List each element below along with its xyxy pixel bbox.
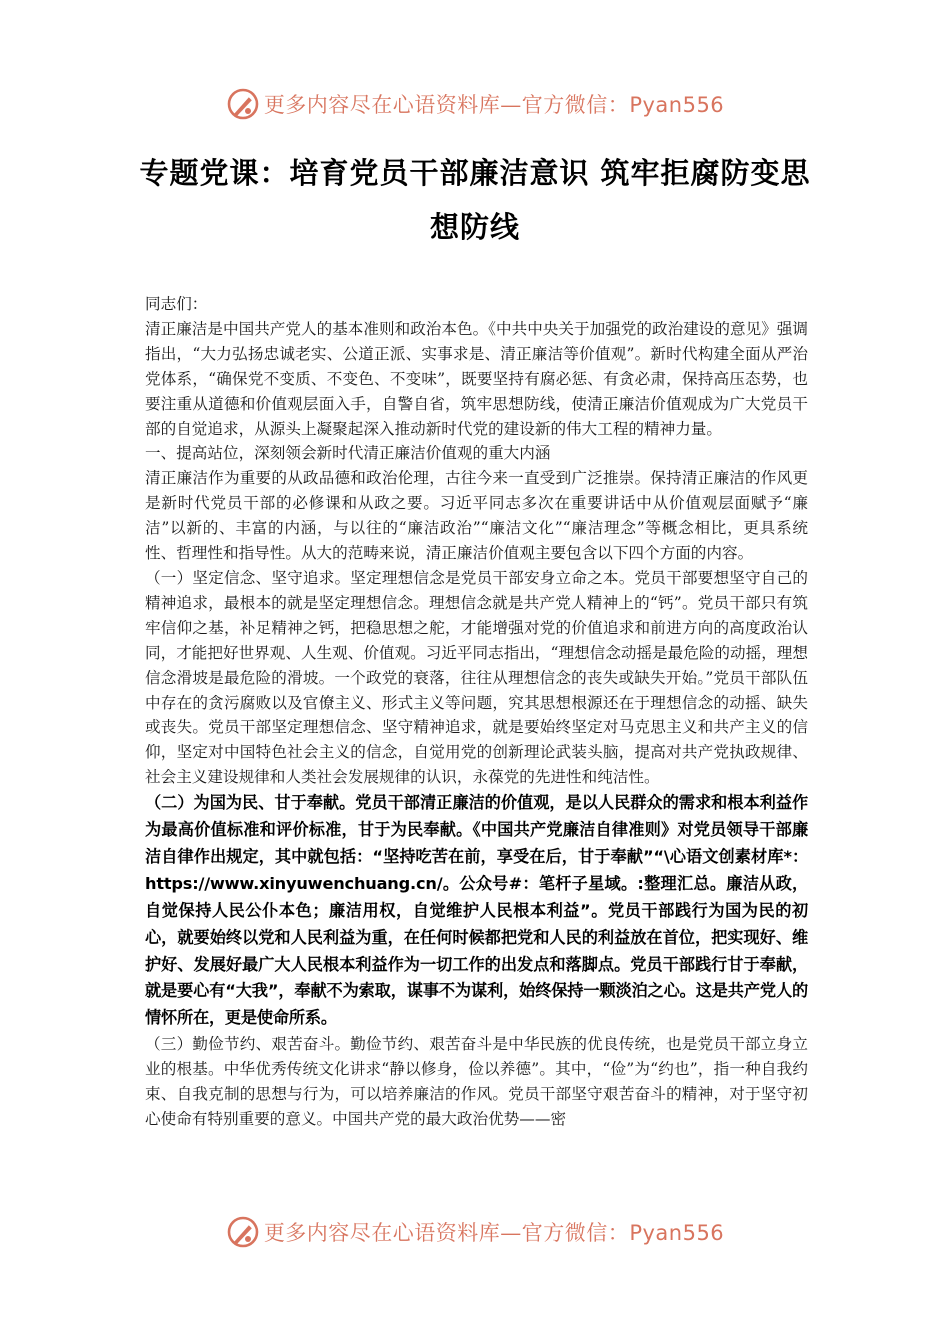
- paragraph-point-1: （一）坚定信念、坚守追求。坚定理想信念是党员干部安身立命之本。党员干部要想坚守自己的精神追求，最根本的就是坚定理想信念。理想信念就是共产党人精神上的“钙”。党员干部只有筑牢信仰之基，补足精神之钙，把稳思想之舵，才能增强对党的价值追求和前进方向的高度政治认同，才能把好世界观、人生观、价值观。习近平同志指出，“理想信念动摇是最危险的动摇，理想信念滑坡是最危险的滑坡。一个政党的衰落，往往从理想信念的丧失或缺失开始。”党员干部队伍中存在的贪污腐败以及官僚主义、形式主义等问题，究其思想根源还在于理想信念的动摇、缺失或丧失。党员干部坚定理想信念、坚守精神追求，就是要始终坚定对马克思主义和共产主义的信仰，坚定对中国特色社会主义的信念，自觉用党的创新理论武装头脑，提高对共产党执政规律、社会主义建设规律和人类社会发展规律的认识，永葆党的先进性和纯洁性。: [145, 568, 808, 787]
- intro-paragraph: 清正廉洁是中国共产党人的基本准则和政治本色。《中共中央关于加强党的政治建设的意见》强调指出，“大力弘扬忠诚老实、公道正派、实事求是、清正廉洁等价值观”。新时代构建全面从严治党体系，“确保党不变质、不变色、不变味”，既要坚持有腐必惩、有贪必肃，保持高压态势，也要注重从道德和价值观层面入手，自警自省，筑牢思想防线，使清正廉洁价值观成为广大党员干部的自觉追求，从源头上凝聚起深入推动新时代党的建设新的伟大工程的精神力量。: [145, 319, 808, 438]
- document-body: [145, 292, 808, 1132]
- wechat-id: Pyan556: [629, 93, 725, 117]
- watermark-banner-bottom: [0, 1212, 950, 1252]
- watermark-banner-top: [0, 84, 950, 124]
- wechat-id: Pyan556: [629, 1221, 725, 1245]
- watermark-text: 更多内容尽在心语资料库—官方微信：Pyan556: [263, 1221, 725, 1245]
- section-heading-1: 一、提高站位，深刻领会新时代清正廉洁价值观的重大内涵: [145, 444, 551, 463]
- pen-logo-icon: [226, 1215, 260, 1249]
- paragraph-point-2: （二）为国为民、甘于奉献。党员干部清正廉洁的价值观，是以人民群众的需求和根本利益作为最高价值标准和评价标准，甘于为民奉献。《中国共产党廉洁自律准则》对党员领导干部廉洁自律作出规定，其中就包括：“坚持吃苦在前，享受在后，甘于奉献”“\心语文创素材库*：https://www.xinyuwenchuang.cn/。公众号#：笔杆子星域。:整理汇总。廉洁从政，自觉保持人民公仆本色；廉洁用权，自觉维护人民根本利益”。党员干部践行为国为民的初心，就要始终以党和人民利益为重，在任何时候都把党和人民的利益放在首位，把实现好、维护好、发展好最广大人民根本利益作为一切工作的出发点和落脚点。党员干部践行甘于奉献，就是要心有“大我”，奉献不为索取，谋事不为谋利，始终保持一颗淡泊之心。这是共产党人的情怀所在，更是使命所系。: [145, 793, 808, 1028]
- salutation: 同志们：: [145, 295, 208, 313]
- document-title: 专题党课：培育党员干部廉洁意识 筑牢拒腐防变思想防线: [139, 156, 811, 244]
- paragraph-point-3: （三）勤俭节约、艰苦奋斗。勤俭节约、艰苦奋斗是中华民族的优良传统，也是党员干部立身立业的根基。中华优秀传统文化讲求“静以修身，俭以养德”。其中，“俭”为“约也”，指一种自我约束、自我克制的思想与行为，可以培养廉洁的作风。党员干部坚守艰苦奋斗的精神，对于坚守初心使命有特别重要的意义。中国共产党的最大政治优势——密: [145, 1035, 808, 1128]
- pen-logo-icon: [226, 87, 260, 121]
- watermark-text: 更多内容尽在心语资料库—官方微信：Pyan556: [263, 93, 725, 117]
- paragraph: 清正廉洁作为重要的从政品德和政治伦理，古往今来一直受到广泛推崇。保持清正廉洁的作风更是新时代党员干部的必修课和从政之要。习近平同志多次在重要讲话中从价值观层面赋予“廉洁”以新的、丰富的内涵，与以往的“廉洁政治”“廉洁文化”“廉洁理念”等概念相比，更具系统性、哲理性和指导性。从大的范畴来说，清正廉洁价值观主要包含以下四个方面的内容。: [145, 469, 808, 563]
